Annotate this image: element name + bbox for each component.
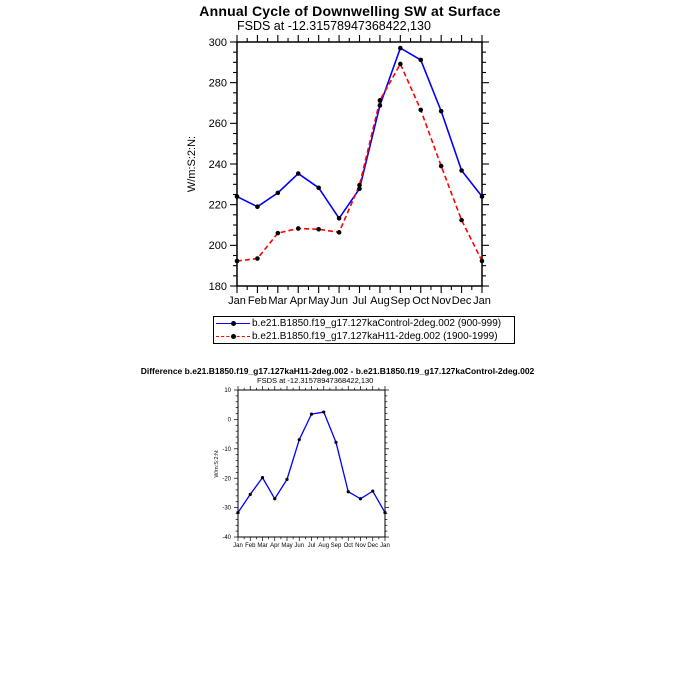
series-0-marker: [236, 511, 239, 514]
bottom-chart-title: Difference b.e21.B1850.f19_g17.127kaH11-2deg.002 - b.e21.B1850.f19_g17.127kaControl-2deg.002: [140, 366, 535, 376]
series-0-marker: [459, 168, 464, 173]
y-tick-label: 260: [208, 118, 227, 131]
series-0-marker: [296, 171, 301, 176]
y-tick-label: 240: [208, 158, 227, 171]
series-0-marker: [371, 490, 374, 493]
y-tick-label: -40: [222, 535, 231, 542]
series-0-marker: [249, 493, 252, 496]
series-1-marker: [337, 230, 342, 235]
series-1-marker: [398, 62, 403, 67]
y-tick-label: 220: [208, 199, 227, 212]
x-tick-label: Dec: [367, 543, 379, 549]
series-0-marker: [334, 441, 337, 444]
bottom-chart-subtitle: FSDS at -12.31578947368422,130: [257, 376, 374, 385]
legend-label-h11: b.e21.B1850.f19_g17.127kaH11-2deg.002 (1900-1999): [252, 331, 498, 342]
x-tick-label: Jan: [380, 543, 390, 549]
y-tick-label: 280: [208, 77, 227, 90]
x-tick-label: Jan: [233, 543, 243, 549]
x-tick-label: Jan: [473, 295, 491, 307]
series-1-marker: [255, 256, 260, 261]
x-tick-label: May: [281, 543, 293, 549]
series-1-marker: [357, 183, 362, 188]
x-tick-label: Mar: [257, 543, 268, 549]
series-1-marker: [235, 259, 240, 264]
y-tick-label: 200: [208, 240, 227, 253]
x-tick-label: Nov: [431, 295, 451, 307]
series-0-marker: [398, 46, 403, 51]
legend-marker-icon: [231, 334, 236, 339]
series-0-marker: [285, 478, 288, 481]
y-tick-label: 0: [227, 417, 231, 424]
x-tick-label: Aug: [370, 295, 390, 307]
series-1-marker: [480, 259, 485, 264]
series-0-marker: [347, 490, 350, 493]
axis-ticks: [230, 35, 489, 293]
x-tick-label: Mar: [268, 295, 288, 307]
series-1-marker: [378, 98, 383, 103]
series-0-marker: [276, 191, 281, 196]
series-0-marker: [337, 216, 342, 221]
series-0-marker: [316, 185, 321, 190]
x-tick-label: Dec: [451, 295, 472, 307]
legend-marker-icon: [231, 321, 236, 326]
x-tick-label: Jun: [330, 295, 348, 307]
x-tick-label: Oct: [412, 295, 430, 307]
plot-frame: [238, 390, 385, 537]
series-1-marker: [439, 164, 444, 169]
x-tick-label: Nov: [355, 543, 366, 549]
x-tick-label: Jul: [307, 543, 316, 549]
top-chart-subtitle: FSDS at -12.31578947368422,130: [237, 19, 431, 33]
x-tick-label: Aug: [318, 543, 330, 549]
series-0-marker: [298, 438, 301, 441]
series-0-marker: [383, 511, 386, 514]
series-0-marker: [378, 103, 383, 108]
series-line-0: [238, 412, 385, 513]
series-0-marker: [480, 194, 485, 199]
x-tick-label: Jun: [294, 543, 305, 549]
x-tick-label: Feb: [247, 295, 267, 307]
series-0-marker: [439, 109, 444, 114]
legend-row-h11: [214, 330, 514, 343]
series-0-marker: [235, 194, 240, 199]
y-tick-label: -30: [222, 505, 231, 512]
series-1-marker: [276, 231, 281, 236]
series-1-marker: [316, 227, 321, 232]
legend-row-control: [214, 317, 514, 330]
x-tick-label: Apr: [270, 543, 280, 549]
x-tick-label: Apr: [289, 295, 307, 307]
top-chart-title: Annual Cycle of Downwelling SW at Surface: [199, 3, 501, 19]
series-0-marker: [418, 58, 423, 63]
x-tick-label: Sep: [330, 543, 342, 549]
series-1-marker: [418, 108, 423, 113]
series-1-marker: [459, 218, 464, 223]
series-line-0: [237, 48, 482, 218]
series-line-1: [237, 64, 482, 261]
top-chart-plot: [165, 0, 520, 308]
series-1-marker: [296, 226, 301, 231]
x-tick-label: Sep: [390, 295, 411, 307]
series-0-marker: [255, 204, 260, 209]
bottom-chart-plot: [205, 384, 400, 562]
y-axis-label: W/m:S:2:N:: [214, 449, 220, 478]
x-tick-label: May: [308, 295, 330, 307]
series-0-marker: [359, 497, 362, 500]
top-chart-legend: [213, 316, 515, 344]
series-0-marker: [322, 410, 325, 413]
series-0-marker: [261, 476, 264, 479]
y-tick-label: 10: [224, 388, 231, 395]
legend-line-sample-red-dashed: [216, 332, 250, 342]
plot-frame: [237, 42, 482, 286]
y-tick-label: 300: [208, 36, 227, 49]
x-tick-label: Oct: [343, 543, 353, 549]
axis-ticks: [234, 386, 389, 541]
x-tick-label: Jul: [352, 295, 367, 307]
y-tick-label: -20: [222, 476, 231, 483]
y-tick-label: -10: [222, 446, 231, 453]
x-tick-label: Jan: [228, 295, 246, 307]
series-0-marker: [273, 497, 276, 500]
y-tick-label: 180: [208, 280, 227, 293]
y-axis-label: W/m:S:2:N:: [186, 135, 198, 193]
x-tick-label: Feb: [245, 543, 256, 549]
series-0-marker: [310, 413, 313, 416]
legend-line-sample-blue-solid: [216, 319, 250, 329]
legend-label-control: b.e21.B1850.f19_g17.127kaControl-2deg.002 (900-999): [252, 318, 502, 329]
